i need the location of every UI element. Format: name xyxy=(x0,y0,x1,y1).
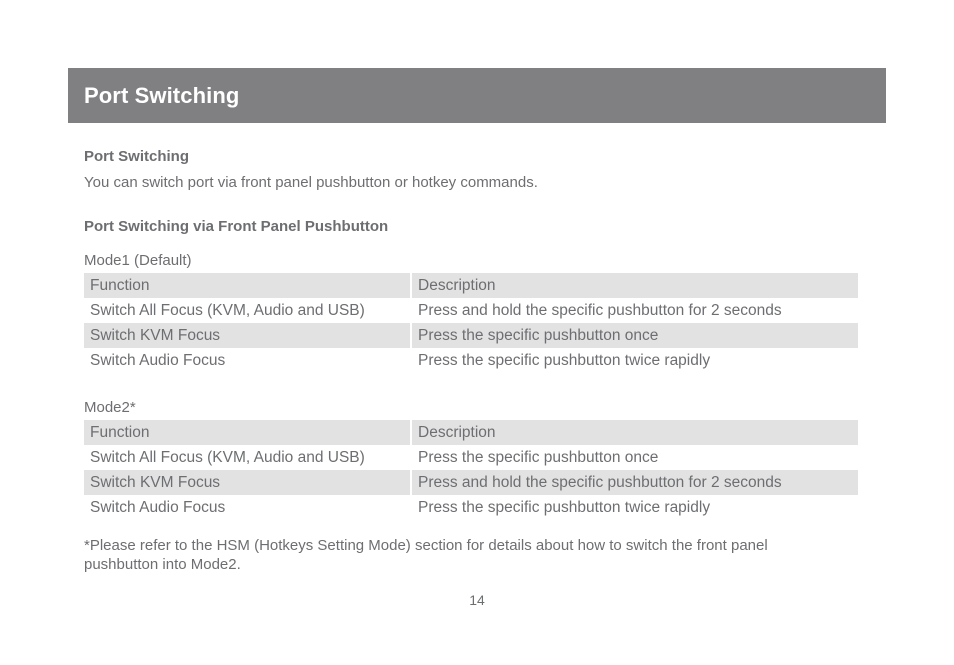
mode2-table xyxy=(84,420,858,520)
description-cell: Press and hold the specific pushbutton for 2 seconds xyxy=(411,470,858,495)
banner-title: Port Switching xyxy=(84,82,240,108)
table-header-row xyxy=(84,420,858,445)
function-cell: Switch All Focus (KVM, Audio and USB) xyxy=(84,445,411,470)
function-cell: Switch KVM Focus xyxy=(84,470,411,495)
function-cell: Switch KVM Focus xyxy=(84,323,411,348)
description-cell: Press the specific pushbutton once xyxy=(411,323,858,348)
function-cell: Switch All Focus (KVM, Audio and USB) xyxy=(84,298,411,323)
table-row xyxy=(84,298,858,323)
table-row xyxy=(84,348,858,373)
table-row xyxy=(84,323,858,348)
function-cell: Switch Audio Focus xyxy=(84,348,411,373)
column-header-function: Function xyxy=(84,420,411,445)
section-heading: Port Switching xyxy=(84,148,189,165)
intro-paragraph: You can switch port via front panel pushbutton or hotkey commands. xyxy=(84,174,538,191)
description-cell: Press the specific pushbutton twice rapidly xyxy=(418,498,711,516)
table-row xyxy=(84,470,858,495)
description-cell: Press the specific pushbutton twice rapidly xyxy=(418,351,711,369)
column-header-description: Description xyxy=(411,420,858,445)
table-header-row xyxy=(84,273,858,298)
table-row xyxy=(84,445,858,470)
description-cell: Press the specific pushbutton once xyxy=(418,448,659,466)
column-header-function: Function xyxy=(84,273,411,298)
mode1-label: Mode1 (Default) xyxy=(84,252,192,269)
table-row xyxy=(84,495,858,520)
description-cell: Press and hold the specific pushbutton for 2 seconds xyxy=(418,301,782,319)
subsection-heading: Port Switching via Front Panel Pushbutton xyxy=(84,218,389,235)
function-cell: Switch Audio Focus xyxy=(84,495,411,520)
footnote: *Please refer to the HSM (Hotkeys Setting Mode) section for details about how to switch the front panel pushbutton into Mode2. xyxy=(84,537,768,573)
mode2-label: Mode2* xyxy=(84,399,136,416)
column-header-description: Description xyxy=(411,273,858,298)
mode1-table xyxy=(84,273,858,373)
page-content xyxy=(84,146,858,574)
section-banner xyxy=(68,68,886,123)
page-number: 14 xyxy=(469,592,485,608)
